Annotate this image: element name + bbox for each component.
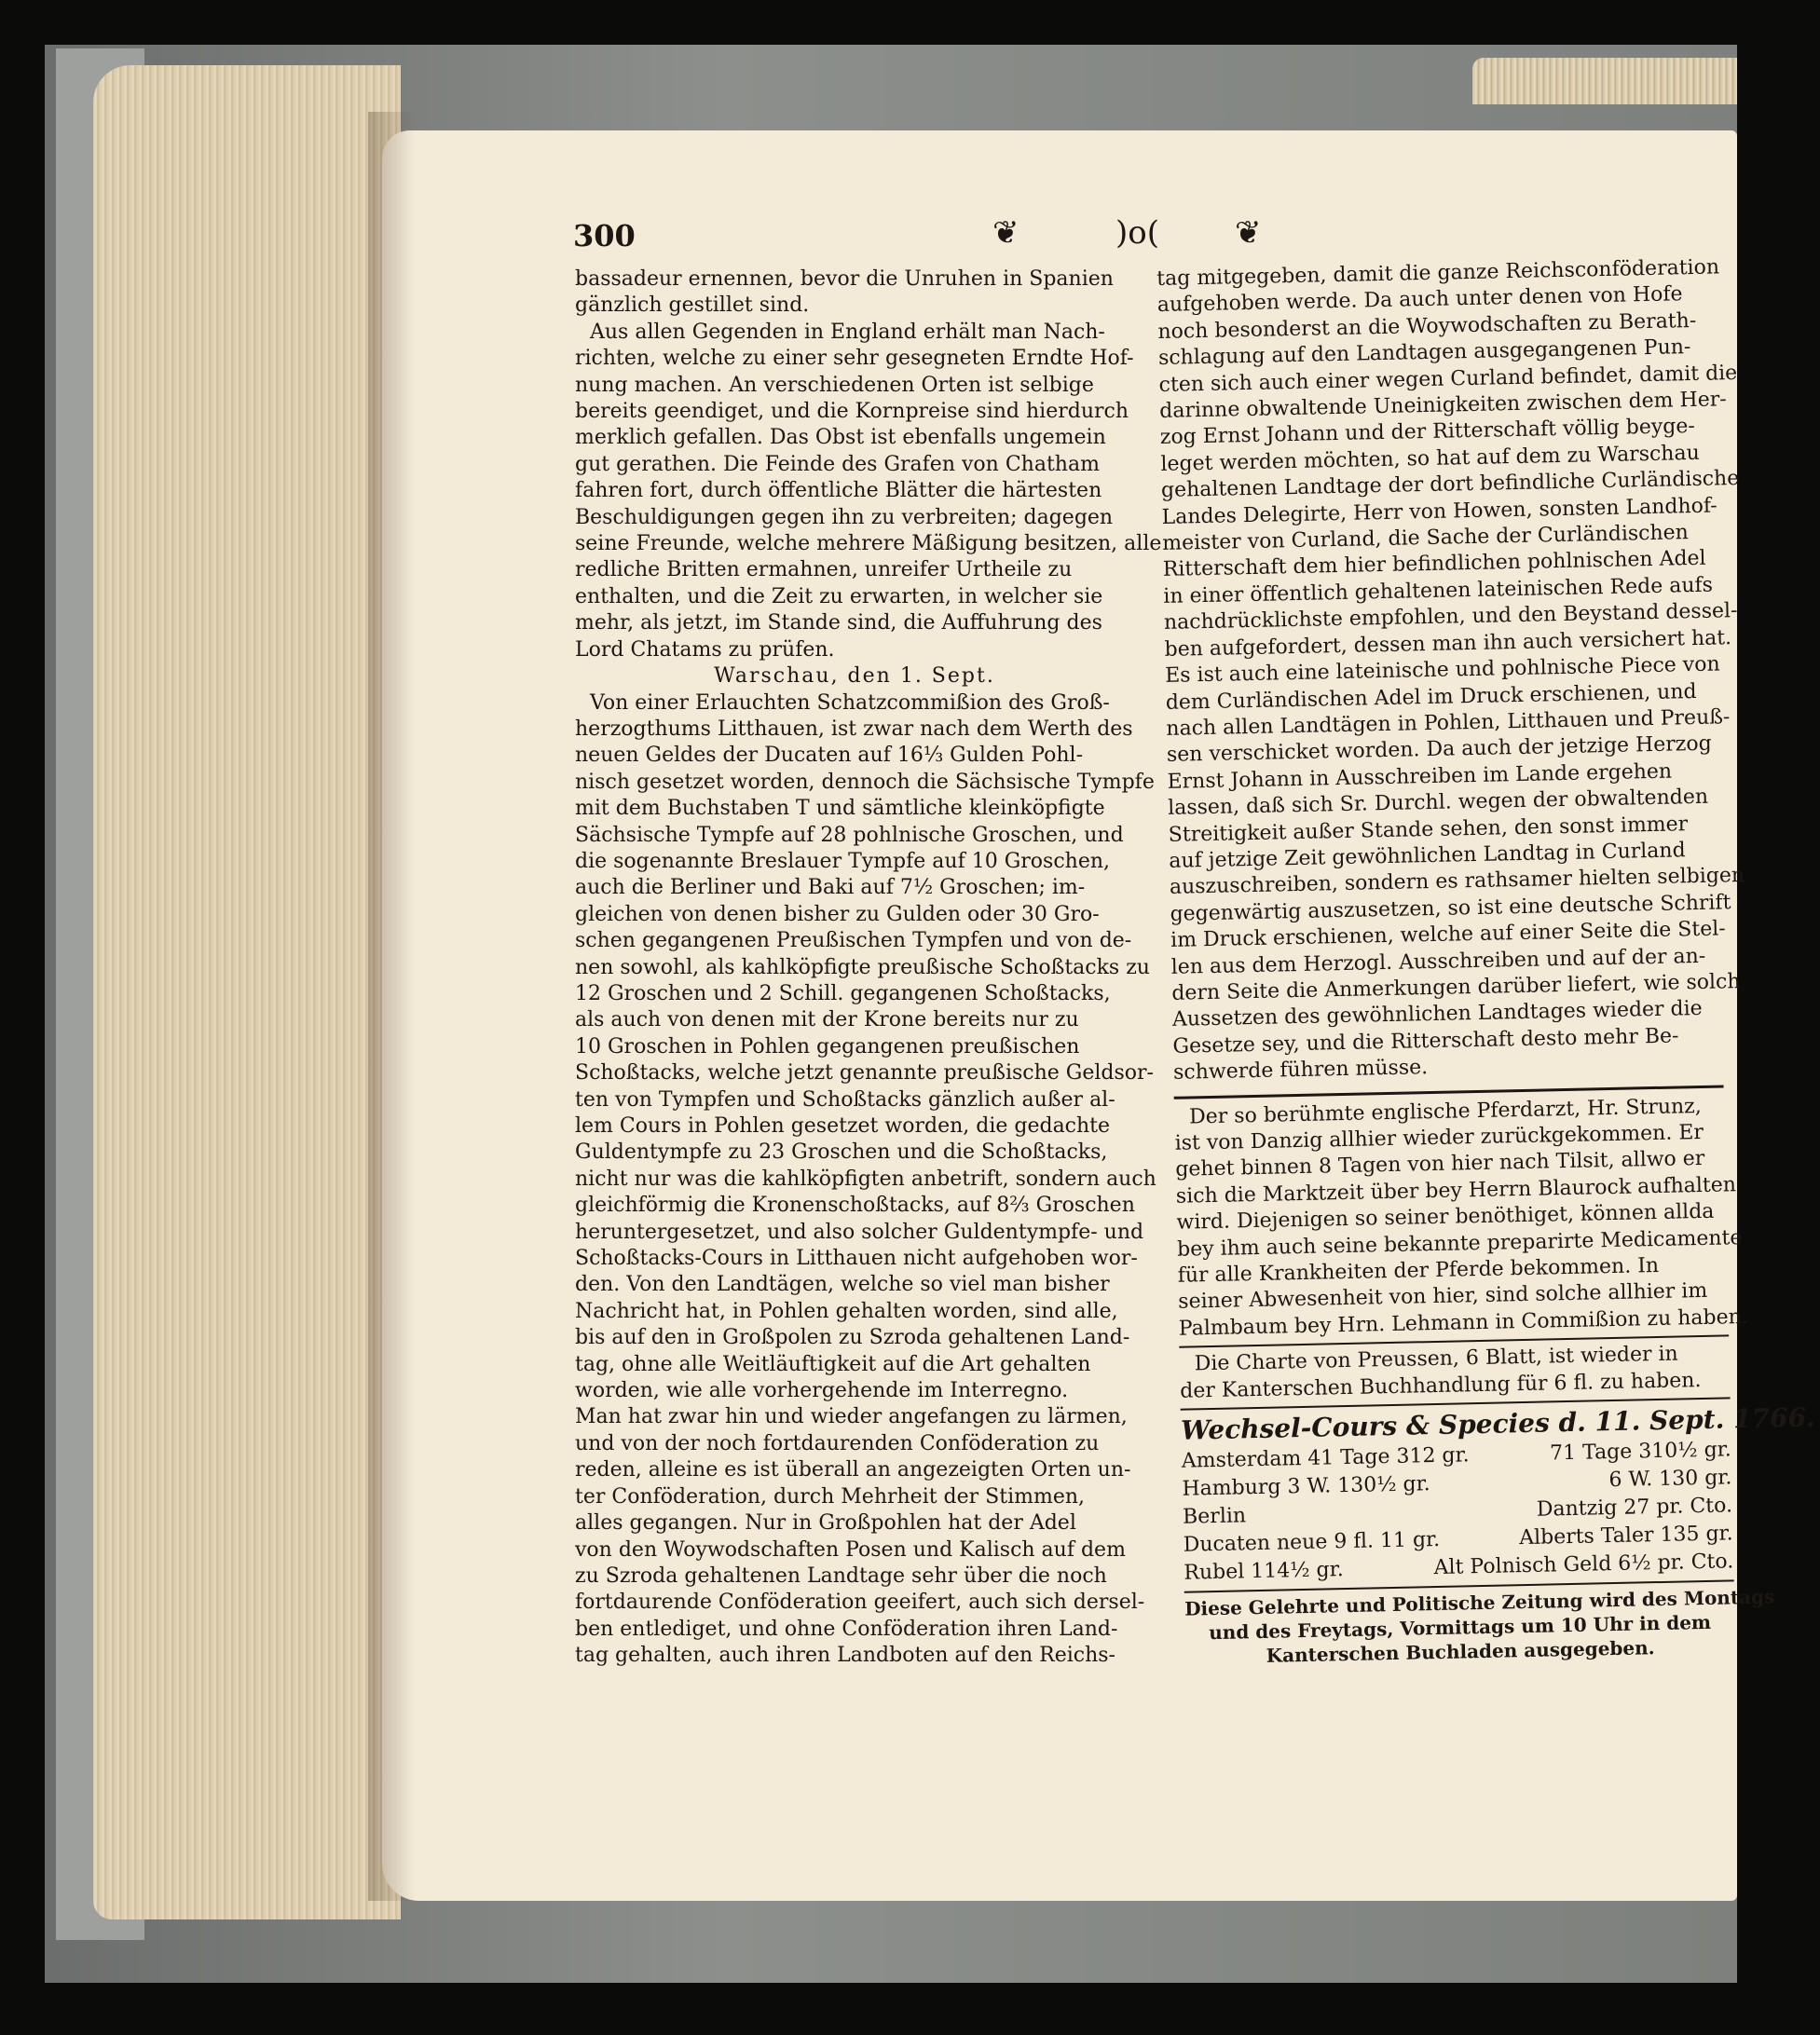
text-line: gleichen von denen bisher zu Gulden oder 30 Gro- — [575, 902, 1100, 926]
exchange-title: Wechsel-Cours & Species d. 11. Sept. 1766. — [1180, 1401, 1816, 1446]
text-line: enthalten, und die Zeit zu erwarten, in welcher sie — [575, 584, 1103, 608]
text-line: der Kanterschen Buchhandlung für 6 fl. zu haben. — [1180, 1368, 1702, 1403]
text-line: nachdrücklichste empfohlen, und den Beystand dessel- — [1163, 599, 1738, 635]
right-column — [1156, 255, 1816, 1670]
text-line: noch besonderst an die Woywodschaften zu Berath- — [1157, 308, 1697, 344]
ornament-shell-icon: ❦ — [992, 214, 1019, 252]
text-line: und von der noch fortdaurenden Conföderation zu — [575, 1431, 1100, 1455]
text-line: gleichförmig die Kronenschoßtacks, auf 8⅔ Groschen — [575, 1194, 1135, 1218]
text-line: auf jetzige Zeit gewöhnlichen Landtag in Curland — [1169, 839, 1686, 873]
notice-map — [1179, 1341, 1730, 1405]
text-line: von den Woywodschaften Posen und Kalisch auf dem — [575, 1537, 1126, 1562]
text-line: alles gegangen. Nur in Großpohlen hat der Adel — [575, 1511, 1076, 1536]
text-line: Von einer Erlauchten Schatzcommißion des Groß- — [590, 690, 1110, 715]
text-line: redliche Britten ermahnen, unreifer Urtheile zu — [575, 558, 1073, 582]
text-line: Palmbaum bey Hrn. Lehmann in Commißion zu haben. — [1178, 1304, 1749, 1341]
text-line: len aus dem Herzogl. Ausschreiben und auf der an- — [1170, 944, 1706, 979]
ornament-shell-icon: ❦ — [1235, 214, 1262, 252]
running-head — [573, 214, 1705, 261]
text-line: die sogenannte Breslauer Tympfe auf 10 Groschen, — [575, 849, 1110, 873]
text-line: bey ihm auch seine bekannte preparirte Medicamente — [1176, 1225, 1743, 1262]
text-line: Streitigkeit außer Stande sehen, den sonst immer — [1168, 812, 1689, 847]
text-line: wird. Diejenigen so seiner benöthiget, können allda — [1176, 1199, 1715, 1235]
text-line: Schoßtacks, welche jetzt genannte preußische Geldsor- — [575, 1061, 1154, 1086]
text-line: schlagung auf den Landtagen ausgegangenen Pun- — [1157, 335, 1691, 371]
exchange-cell: 71 Tage 310½ gr. — [1549, 1438, 1731, 1466]
text-line: ben aufgefordert, dessen man ihn auch versichert hat. — [1164, 625, 1732, 662]
text-line: meister von Curland, die Sache der Curländischen — [1161, 521, 1690, 555]
left-column — [575, 266, 1162, 1670]
text-line: richten, welche zu einer sehr gesegneten Erndte Hof- — [575, 347, 1134, 371]
text-line: fahren fort, durch öffentliche Blätter die härtesten — [575, 479, 1102, 503]
text-line: Aussetzen des gewöhnlichen Landtages wieder die — [1171, 997, 1703, 1032]
text-line: seiner Abwesenheit von hier, sind solche allhier im — [1178, 1279, 1708, 1315]
page-content — [573, 214, 1816, 1742]
text-line: Es ist auch eine lateinische und pohlnische Piece von — [1164, 652, 1720, 688]
text-line: Diese Gelehrte und Politische Zeitung wird des Montags — [1184, 1585, 1775, 1620]
text-line: Nachricht hat, in Pohlen gehalten worden, sind alle, — [575, 1299, 1118, 1323]
text-line: aufgehoben werde. Da auch unter denen von Hofe — [1156, 282, 1683, 318]
text-line: dem Curländischen Adel im Druck erschienen, und — [1165, 679, 1697, 715]
text-line: und des Freytags, Vormittags um 10 Uhr in dem — [1208, 1610, 1712, 1645]
text-line: auszuschreiben, sondern es rathsamer hielten selbigen — [1169, 864, 1745, 900]
exchange-cell: Rubel 114½ gr. — [1184, 1558, 1344, 1585]
text-line: im Druck erschienen, welche auf einer Seite die Stel- — [1170, 917, 1726, 952]
text-line: gänzlich gestillet sind. — [575, 294, 810, 318]
text-line: sich die Marktzeit über bey Herrn Blaurock aufhalten — [1175, 1173, 1737, 1209]
exchange-cell: Alt Polnisch Geld 6½ pr. Cto. — [1433, 1550, 1734, 1580]
exchange-table — [1182, 1436, 1734, 1587]
text-line: herzogthums Litthauen, ist zwar nach dem Werth des — [575, 717, 1133, 741]
exchange-cell: Ducaten neue 9 fl. 11 gr. — [1183, 1527, 1441, 1557]
text-line: lem Cours in Pohlen gesetzet worden, die gedachte — [575, 1114, 1111, 1138]
colophon — [1184, 1585, 1775, 1669]
text-line: zog Ernst Johann und der Ritterschaft völlig beyge- — [1159, 415, 1696, 450]
text-line: merklich gefallen. Das Obst ist ebenfalls ungemein — [575, 426, 1106, 450]
text-line: für alle Krankheiten der Pferde bekommen. In — [1177, 1253, 1660, 1288]
text-line: Ernst Johann in Ausschreiben im Lande ergehen — [1167, 759, 1673, 794]
text-line: gegenwärtig auszusetzen, so ist eine deutsche Schrift — [1170, 890, 1731, 926]
text-line: bassadeur ernennen, bevor die Unruhen in Spanien — [575, 267, 1114, 291]
text-line: gehet binnen 8 Tagen von hier nach Tilsit, allwo er — [1175, 1147, 1705, 1182]
text-line: darinne obwaltende Uneinigkeiten zwischen dem Her- — [1158, 388, 1727, 423]
text-line: lassen, daß sich Sr. Durchl. wegen der obwaltenden — [1167, 785, 1709, 820]
page-number: 300 — [573, 218, 636, 253]
text-line: Gesetze sey, und die Ritterschaft desto mehr Be- — [1172, 1024, 1679, 1058]
text-line: mehr, als jetzt, im Stande sind, die Auffuhrung des — [575, 611, 1102, 635]
exchange-cell: 6 W. 130 gr. — [1608, 1466, 1732, 1493]
text-line: Die Charte von Preussen, 6 Blatt, ist wieder in — [1194, 1342, 1678, 1376]
text-line: gut gerathen. Die Feinde des Grafen von Chatham — [575, 452, 1100, 476]
text-line: Man hat zwar hin und wieder angefangen zu lärmen, — [575, 1405, 1128, 1429]
text-line: sen verschicket worden. Da auch der jetzige Herzog — [1166, 731, 1712, 768]
gutter-shadow — [368, 112, 415, 1901]
text-line: Beschuldigungen gegen ihn zu verbreiten; dagegen — [575, 505, 1114, 529]
text-line: reden, alleine es ist überall an angezeigten Orten un- — [575, 1458, 1131, 1482]
text-line: als auch von denen mit der Krone bereits nur zu — [575, 1008, 1079, 1032]
text-line: Aus allen Gegenden in England erhält man Nach- — [590, 320, 1105, 344]
text-line: cten sich auch einer wegen Curland befindet, damit die — [1158, 361, 1738, 397]
top-page-edges — [1472, 58, 1737, 104]
text-line: nach allen Landtägen in Pohlen, Litthauen und Preuß- — [1166, 705, 1731, 741]
text-line: Lord Chatams zu prüfen. — [575, 637, 835, 662]
text-line: Guldentympfe zu 23 Groschen und die Schoßtacks, — [575, 1140, 1108, 1165]
text-line: 10 Groschen in Pohlen gegangenen preußischen — [575, 1034, 1080, 1058]
text-line: worden, wie alle vorhergehende im Interregno. — [575, 1379, 1069, 1403]
text-line: auch die Berliner und Baki auf 7½ Groschen; im- — [575, 876, 1086, 900]
text-line: nung machen. An verschiedenen Orten ist selbige — [575, 373, 1094, 397]
text-line: ben entlediget, und ohne Conföderation ihren Land- — [575, 1617, 1118, 1641]
text-line: ist von Danzig allhier wieder zurückgekommen. Er — [1174, 1120, 1704, 1155]
text-line: tag gehalten, auch ihren Landboten auf den Reichs- — [575, 1644, 1115, 1668]
text-line: in einer öffentlich gehaltenen lateinischen Rede aufs — [1163, 573, 1714, 608]
text-line: dern Seite die Anmerkungen darüber liefert, wie solch — [1171, 970, 1741, 1005]
text-line: mit dem Buchstaben T und sämtliche kleinköpfigte — [575, 797, 1105, 821]
text-line: tag, ohne alle Weitläuftigkeit auf die Art gehalten — [575, 1352, 1091, 1376]
text-line: 12 Groschen und 2 Schill. gegangenen Schoßtacks, — [575, 981, 1111, 1005]
notice-horse-doctor — [1174, 1093, 1749, 1343]
text-line: Landes Delegirte, Herr von Howen, sonsten Landhof- — [1161, 494, 1717, 529]
text-line: gehaltenen Landtage der dort befindliche Curländische — [1160, 467, 1740, 503]
text-line: schwerde führen müsse. — [1172, 1056, 1429, 1085]
text-line: Ritterschaft dem hier befindlichen pohlnischen Adel — [1162, 547, 1706, 582]
text-line: nicht nur was die kahlköpfigten anbetrift, sondern auch — [575, 1167, 1156, 1191]
text-line: bis auf den in Großpolen zu Szroda gehaltenen Land- — [575, 1326, 1130, 1350]
ornament-center-icon: )o( — [1115, 214, 1159, 252]
text-line: seine Freunde, welche mehrere Mäßigung besitzen, alle — [575, 532, 1162, 556]
text-line: Kanterschen Buchladen ausgegeben. — [1266, 1636, 1655, 1667]
text-line: schen gegangenen Preußischen Tympfen und von de- — [575, 929, 1132, 953]
text-line: heruntergesetzet, und also solcher Guldentympfe- und — [575, 1220, 1144, 1244]
text-line: nisch gesetzet worden, dennoch die Sächsische Tympfe — [575, 770, 1155, 794]
right-column-article — [1156, 255, 1745, 1087]
text-line: den. Von den Landtägen, welche so viel man bisher — [575, 1273, 1110, 1297]
exchange-cell: Berlin — [1182, 1504, 1247, 1529]
page-edges — [93, 65, 401, 1919]
text-line: neuen Geldes der Ducaten auf 16⅓ Gulden Pohl- — [575, 744, 1084, 768]
text-line: nen sowohl, als kahlköpfigte preußische Schoßtacks zu — [575, 955, 1150, 979]
exchange-cell: Hamburg 3 W. 130½ gr. — [1182, 1472, 1430, 1501]
exchange-cell: Alberts Taler 135 gr. — [1518, 1522, 1733, 1550]
text-line: Der so berühmte englische Pferdarzt, Hr. Strunz, — [1188, 1094, 1703, 1129]
exchange-cell: Dantzig 27 pr. Cto. — [1536, 1494, 1733, 1522]
text-line: Warschau, den 1. Sept. — [714, 664, 995, 689]
exchange-cell: Amsterdam 41 Tage 312 gr. — [1181, 1443, 1470, 1473]
text-line: ter Conföderation, durch Mehrheit der Stimmen, — [575, 1484, 1086, 1509]
text-line: tag mitgegeben, damit die ganze Reichsconföderation — [1156, 255, 1720, 291]
text-line: fortdaurende Conföderation geeifert, auch sich dersel- — [575, 1591, 1145, 1615]
text-line: zu Szroda gehaltenen Landtage sehr über die noch — [575, 1564, 1107, 1588]
text-line: bereits geendiget, und die Kornpreise sind hierdurch — [575, 400, 1129, 424]
text-line: leget werden möchten, so hat auf dem zu Warschau — [1160, 441, 1701, 476]
text-line: Sächsische Tympfe auf 28 pohlnische Groschen, und — [575, 823, 1124, 847]
text-line: Schoßtacks-Cours in Litthauen nicht aufgehoben wor- — [575, 1247, 1138, 1271]
text-line: ten von Tympfen und Schoßtacks gänzlich außer al- — [575, 1087, 1115, 1112]
